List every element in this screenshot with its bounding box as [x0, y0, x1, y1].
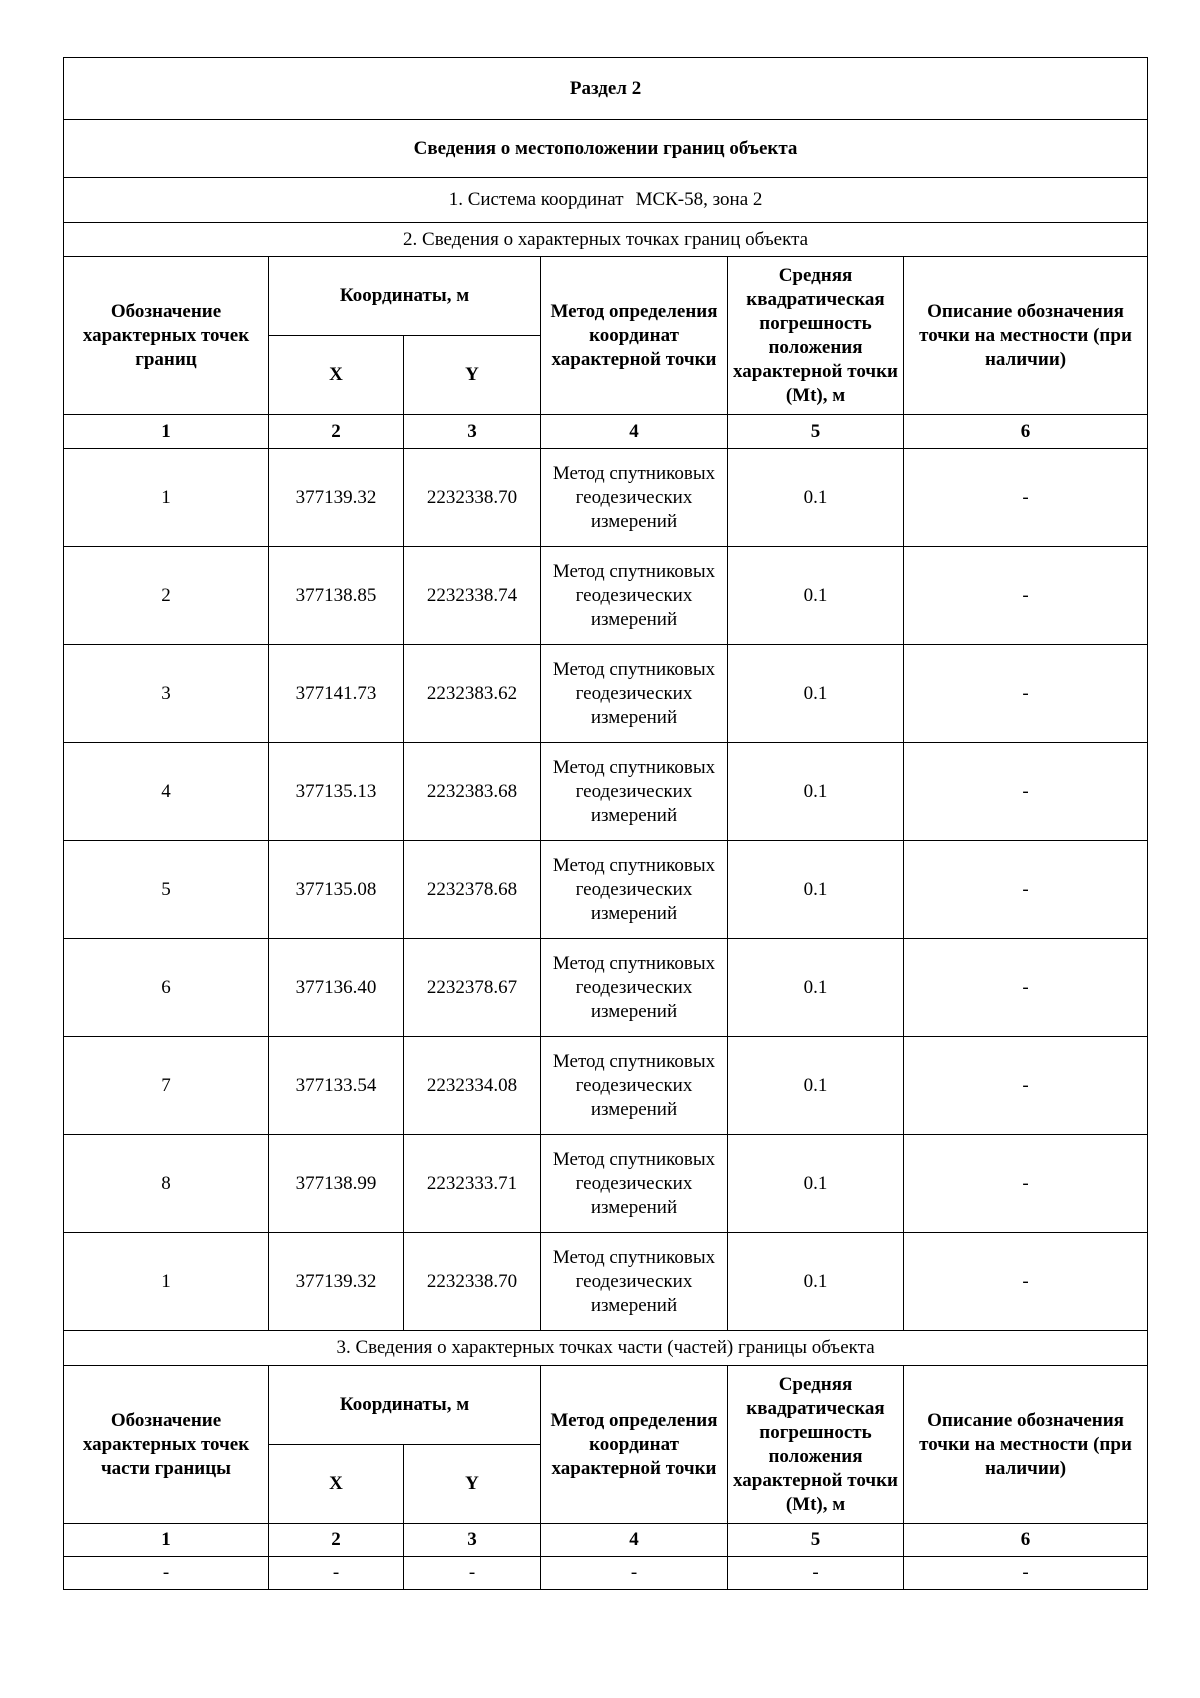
- point-error-cell: 0.1: [728, 645, 904, 743]
- point-y-cell: 2232338.70: [404, 449, 541, 547]
- section-subtitle: Сведения о местоположении границ объекта: [64, 120, 1148, 178]
- point-description-cell: -: [904, 1233, 1148, 1331]
- column-number: 1: [64, 415, 269, 449]
- parts-cell: -: [269, 1557, 404, 1590]
- point-name-cell: 5: [64, 841, 269, 939]
- point-name-cell: 2: [64, 547, 269, 645]
- table-row: [64, 939, 1148, 1037]
- point-method-cell: Метод спутниковых геодезических измерений: [541, 1037, 728, 1135]
- header-x: X: [269, 336, 404, 415]
- parts-cell: -: [404, 1557, 541, 1590]
- coord-system-label: 1. Система координат: [448, 189, 624, 210]
- point-description-cell: -: [904, 1037, 1148, 1135]
- boundary-points-table: [63, 57, 1148, 1590]
- header-y: Y: [404, 336, 541, 415]
- point-method-cell: Метод спутниковых геодезических измерений: [541, 1135, 728, 1233]
- point-description-cell: -: [904, 841, 1148, 939]
- column-number: 5: [728, 415, 904, 449]
- parts-header-coordinates: Координаты, м: [269, 1366, 541, 1445]
- parts-header-description: Описание обозначения точки на местности (при наличии): [904, 1366, 1148, 1524]
- header-description: Описание обозначения точки на местности (при наличии): [904, 257, 1148, 415]
- point-method-cell: Метод спутниковых геодезических измерений: [541, 1233, 728, 1331]
- point-error-cell: 0.1: [728, 449, 904, 547]
- point-y-cell: 2232333.71: [404, 1135, 541, 1233]
- point-description-cell: -: [904, 939, 1148, 1037]
- parts-cell: -: [904, 1557, 1148, 1590]
- point-error-cell: 0.1: [728, 939, 904, 1037]
- point-x-cell: 377135.08: [269, 841, 404, 939]
- parts-cell: -: [728, 1557, 904, 1590]
- point-method-cell: Метод спутниковых геодезических измерений: [541, 841, 728, 939]
- point-x-cell: 377135.13: [269, 743, 404, 841]
- point-description-cell: -: [904, 449, 1148, 547]
- parts-column-number: 3: [404, 1524, 541, 1557]
- point-description-cell: -: [904, 645, 1148, 743]
- point-error-cell: 0.1: [728, 1037, 904, 1135]
- parts-column-number: 1: [64, 1524, 269, 1557]
- header-coordinates: Координаты, м: [269, 257, 541, 336]
- parts-header-designation: Обозначение характерных точек части границы: [64, 1366, 269, 1524]
- point-method-cell: Метод спутниковых геодезических измерений: [541, 645, 728, 743]
- point-y-cell: 2232383.62: [404, 645, 541, 743]
- point-description-cell: -: [904, 743, 1148, 841]
- point-y-cell: 2232383.68: [404, 743, 541, 841]
- point-name-cell: 8: [64, 1135, 269, 1233]
- table-row: [64, 449, 1148, 547]
- point-name-cell: 6: [64, 939, 269, 1037]
- point-name-cell: 1: [64, 1233, 269, 1331]
- point-y-cell: 2232338.74: [404, 547, 541, 645]
- point-name-cell: 3: [64, 645, 269, 743]
- point-error-cell: 0.1: [728, 1135, 904, 1233]
- point-y-cell: 2232378.68: [404, 841, 541, 939]
- column-number: 6: [904, 415, 1148, 449]
- points-heading: 2. Сведения о характерных точках границ объекта: [64, 223, 1148, 257]
- header-method: Метод определения координат характерной точки: [541, 257, 728, 415]
- point-name-cell: 4: [64, 743, 269, 841]
- parts-header-error: Средняя квадратическая погрешность положения характерной точки (Mt), м: [728, 1366, 904, 1524]
- table-row: [64, 841, 1148, 939]
- table-row: [64, 1037, 1148, 1135]
- point-method-cell: Метод спутниковых геодезических измерений: [541, 547, 728, 645]
- point-description-cell: -: [904, 1135, 1148, 1233]
- point-x-cell: 377138.85: [269, 547, 404, 645]
- parts-header-y: Y: [404, 1445, 541, 1524]
- point-name-cell: 7: [64, 1037, 269, 1135]
- coord-system-row: [64, 178, 1148, 223]
- point-y-cell: 2232338.70: [404, 1233, 541, 1331]
- parts-header-x: X: [269, 1445, 404, 1524]
- table-row: [64, 547, 1148, 645]
- parts-header-method: Метод определения координат характерной точки: [541, 1366, 728, 1524]
- parts-heading: 3. Сведения о характерных точках части (частей) границы объекта: [64, 1331, 1148, 1366]
- point-x-cell: 377133.54: [269, 1037, 404, 1135]
- table-row: [64, 1135, 1148, 1233]
- point-method-cell: Метод спутниковых геодезических измерений: [541, 449, 728, 547]
- parts-column-number: 6: [904, 1524, 1148, 1557]
- column-number: 3: [404, 415, 541, 449]
- point-error-cell: 0.1: [728, 1233, 904, 1331]
- parts-column-number: 5: [728, 1524, 904, 1557]
- point-error-cell: 0.1: [728, 743, 904, 841]
- point-y-cell: 2232334.08: [404, 1037, 541, 1135]
- coord-system-value: МСК-58, зона 2: [635, 189, 763, 210]
- point-x-cell: 377136.40: [269, 939, 404, 1037]
- parts-cell: -: [541, 1557, 728, 1590]
- table-row: [64, 743, 1148, 841]
- parts-cell: -: [64, 1557, 269, 1590]
- point-name-cell: 1: [64, 449, 269, 547]
- point-x-cell: 377139.32: [269, 1233, 404, 1331]
- column-number: 4: [541, 415, 728, 449]
- table-row: [64, 1233, 1148, 1331]
- points-body: [64, 449, 1148, 1331]
- point-error-cell: 0.1: [728, 841, 904, 939]
- column-number: 2: [269, 415, 404, 449]
- point-x-cell: 377138.99: [269, 1135, 404, 1233]
- point-x-cell: 377139.32: [269, 449, 404, 547]
- section-title: Раздел 2: [64, 58, 1148, 120]
- header-error: Средняя квадратическая погрешность положения характерной точки (Mt), м: [728, 257, 904, 415]
- point-error-cell: 0.1: [728, 547, 904, 645]
- point-method-cell: Метод спутниковых геодезических измерений: [541, 939, 728, 1037]
- header-designation: Обозначение характерных точек границ: [64, 257, 269, 415]
- point-method-cell: Метод спутниковых геодезических измерений: [541, 743, 728, 841]
- table-row: [64, 645, 1148, 743]
- parts-column-number: 4: [541, 1524, 728, 1557]
- parts-column-number: 2: [269, 1524, 404, 1557]
- point-description-cell: -: [904, 547, 1148, 645]
- point-y-cell: 2232378.67: [404, 939, 541, 1037]
- point-x-cell: 377141.73: [269, 645, 404, 743]
